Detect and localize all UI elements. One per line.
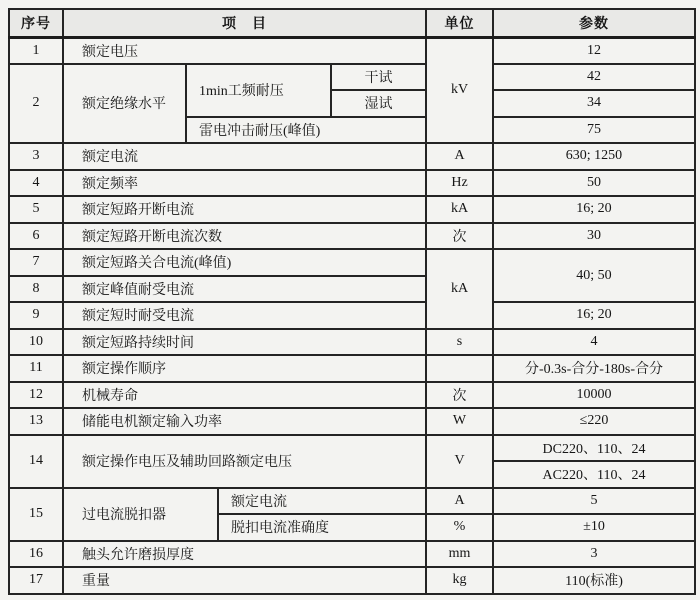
unit-value: %: [426, 514, 493, 541]
unit-value: kA: [426, 249, 493, 329]
serial-header: 序号: [9, 9, 63, 37]
header-row: [9, 9, 695, 37]
param-value: AC220、110、24: [493, 461, 695, 488]
param-value: 10000: [493, 382, 695, 409]
item-label: 额定短路关合电流(峰值): [63, 249, 426, 276]
row-number: 8: [9, 276, 63, 303]
row-number: 7: [9, 249, 63, 276]
unit-value: [426, 355, 493, 382]
item-label: 额定短时耐受电流: [63, 302, 426, 329]
row-number: 17: [9, 567, 63, 594]
table-row: [9, 196, 695, 223]
param-value: 3: [493, 541, 695, 568]
item-label: 额定频率: [63, 170, 426, 197]
item-label: 额定短路开断电流次数: [63, 223, 426, 250]
row-number: 14: [9, 435, 63, 488]
spec-table: [8, 8, 696, 595]
unit-value: 次: [426, 223, 493, 250]
param-value: 16; 20: [493, 302, 695, 329]
item-label: 额定操作顺序: [63, 355, 426, 382]
unit-value: 次: [426, 382, 493, 409]
unit-value: kA: [426, 196, 493, 223]
unit-header: 单位: [426, 9, 493, 37]
param-value: 5: [493, 488, 695, 515]
param-value: ±10: [493, 514, 695, 541]
unit-value: A: [426, 143, 493, 170]
table-row: [9, 170, 695, 197]
item-label: 额定峰值耐受电流: [63, 276, 426, 303]
row-number: 1: [9, 37, 63, 64]
sub-item-label: 1min工频耐压: [186, 64, 331, 117]
table-row: [9, 541, 695, 568]
item-label: 储能电机额定输入功率: [63, 408, 426, 435]
unit-value: W: [426, 408, 493, 435]
unit-value: mm: [426, 541, 493, 568]
item-label: 机械寿命: [63, 382, 426, 409]
item-label: 额定绝缘水平: [63, 64, 186, 144]
table-row: [9, 382, 695, 409]
item-header: 项 目: [63, 9, 426, 37]
table-row: [9, 567, 695, 594]
sub-item-label: 湿试: [331, 90, 426, 117]
row-number: 6: [9, 223, 63, 250]
param-value: 4: [493, 329, 695, 356]
row-number: 9: [9, 302, 63, 329]
table-row: [9, 249, 695, 276]
unit-value: kV: [426, 37, 493, 143]
param-value: 40; 50: [493, 249, 695, 302]
table-row: [9, 64, 695, 91]
table-row: [9, 329, 695, 356]
row-number: 16: [9, 541, 63, 568]
item-label: 额定操作电压及辅助回路额定电压: [63, 435, 426, 488]
item-label: 额定短路持续时间: [63, 329, 426, 356]
unit-value: kg: [426, 567, 493, 594]
item-label: 额定电压: [63, 37, 426, 64]
item-label: 额定电流: [63, 143, 426, 170]
table-row: [9, 355, 695, 382]
param-header: 参数: [493, 9, 695, 37]
param-value: 分-0.3s-合分-180s-合分: [493, 355, 695, 382]
row-number: 5: [9, 196, 63, 223]
param-value: DC220、110、24: [493, 435, 695, 462]
row-number: 2: [9, 64, 63, 144]
sub-item-label: 额定电流: [218, 488, 426, 515]
unit-value: V: [426, 435, 493, 488]
sub-item-label: 雷电冲击耐压(峰值): [186, 117, 426, 144]
sub-item-label: 脱扣电流准确度: [218, 514, 426, 541]
param-value: 16; 20: [493, 196, 695, 223]
table-row: [9, 143, 695, 170]
param-value: 50: [493, 170, 695, 197]
unit-value: s: [426, 329, 493, 356]
table-row: [9, 488, 695, 515]
row-number: 13: [9, 408, 63, 435]
param-value: 42: [493, 64, 695, 91]
row-number: 3: [9, 143, 63, 170]
table-row: [9, 408, 695, 435]
row-number: 4: [9, 170, 63, 197]
table-row: [9, 223, 695, 250]
sub-item-label: 干试: [331, 64, 426, 91]
table-row: [9, 435, 695, 462]
param-value: ≤220: [493, 408, 695, 435]
param-value: 110(标准): [493, 567, 695, 594]
item-label: 重量: [63, 567, 426, 594]
item-label: 额定短路开断电流: [63, 196, 426, 223]
table-row: [9, 37, 695, 64]
param-value: 12: [493, 37, 695, 64]
item-label: 触头允许磨损厚度: [63, 541, 426, 568]
row-number: 10: [9, 329, 63, 356]
param-value: 30: [493, 223, 695, 250]
table-row: [9, 302, 695, 329]
unit-value: A: [426, 488, 493, 515]
row-number: 12: [9, 382, 63, 409]
param-value: 75: [493, 117, 695, 144]
param-value: 34: [493, 90, 695, 117]
row-number: 15: [9, 488, 63, 541]
param-value: 630; 1250: [493, 143, 695, 170]
item-label: 过电流脱扣器: [63, 488, 218, 541]
row-number: 11: [9, 355, 63, 382]
unit-value: Hz: [426, 170, 493, 197]
